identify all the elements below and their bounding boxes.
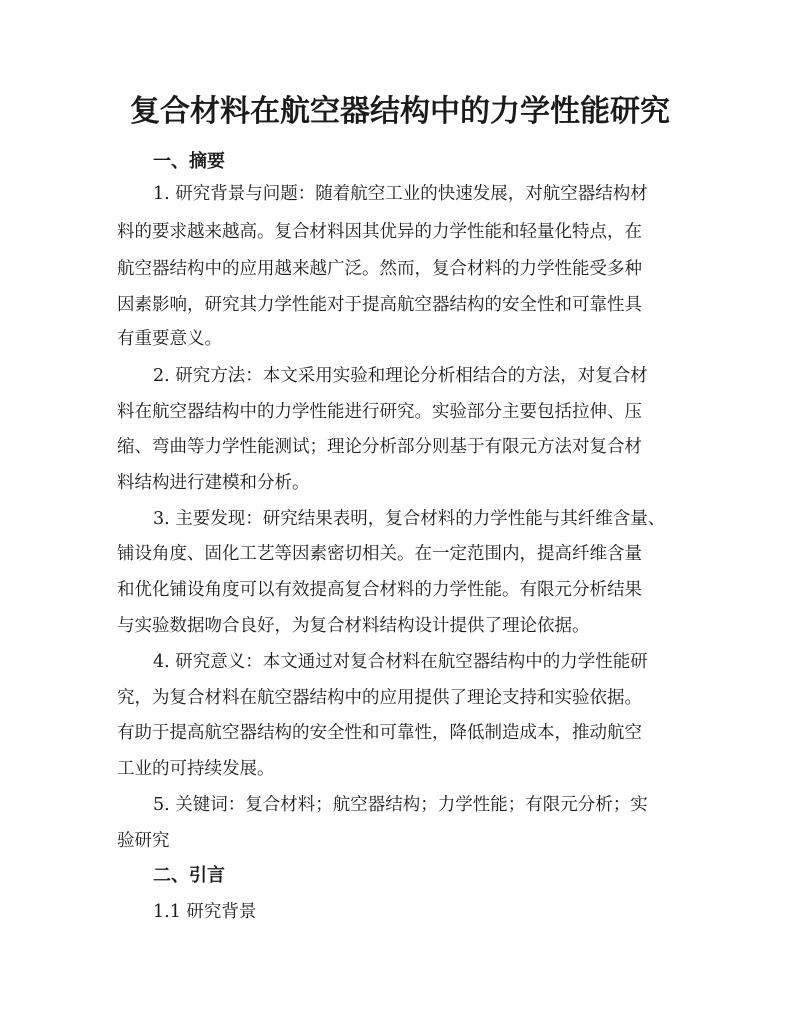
paragraph-line: 料的要求越来越高。复合材料因其优异的力学性能和轻量化特点，在 — [117, 222, 642, 242]
subsection-heading: 1.1 研究背景 — [153, 902, 257, 922]
paragraph-line: 5. 关键词：复合材料；航空器结构；力学性能；有限元分析；实 — [153, 795, 648, 815]
abstract-heading: 一、摘要 — [153, 151, 225, 172]
paragraph-line: 3. 主要发现：研究结果表明，复合材料的力学性能与其纤维含量、 — [153, 509, 666, 529]
paragraph-line: 验研究 — [117, 831, 170, 851]
paragraph-line: 缩、弯曲等力学性能测试；理论分析部分则基于有限元方法对复合材 — [117, 437, 642, 457]
paragraph-line: 4. 研究意义：本文通过对复合材料在航空器结构中的力学性能研 — [153, 652, 648, 672]
paragraph-line: 料结构进行建模和分析。 — [117, 473, 310, 493]
paragraph-line: 航空器结构中的应用越来越广泛。然而，复合材料的力学性能受多种 — [117, 259, 642, 279]
paragraph-line: 2. 研究方法：本文采用实验和理论分析相结合的方法，对复合材 — [153, 366, 648, 386]
paragraph-line: 有助于提高航空器结构的安全性和可靠性，降低制造成本，推动航空 — [117, 723, 642, 743]
paragraph-line: 究，为复合材料在航空器结构中的应用提供了理论支持和实验依据。 — [117, 688, 642, 708]
document-title: 复合材料在航空器结构中的力学性能研究 — [130, 94, 670, 129]
paragraph-line: 工业的可持续发展。 — [117, 759, 275, 779]
intro-heading: 二、引言 — [153, 865, 225, 886]
paragraph-line: 有重要意义。 — [117, 329, 222, 349]
paragraph-line: 因素影响，研究其力学性能对于提高航空器结构的安全性和可靠性具 — [117, 295, 642, 315]
paragraph-line: 1. 研究背景与问题：随着航空工业的快速发展，对航空器结构材 — [153, 184, 648, 204]
paragraph-line: 料在航空器结构中的力学性能进行研究。实验部分主要包括拉伸、压 — [117, 402, 642, 422]
paragraph-line: 铺设角度、固化工艺等因素密切相关。在一定范围内，提高纤维含量 — [117, 544, 642, 564]
paragraph-line: 与实验数据吻合良好，为复合材料结构设计提供了理论依据。 — [117, 616, 590, 636]
paragraph-line: 和优化铺设角度可以有效提高复合材料的力学性能。有限元分析结果 — [117, 580, 642, 600]
